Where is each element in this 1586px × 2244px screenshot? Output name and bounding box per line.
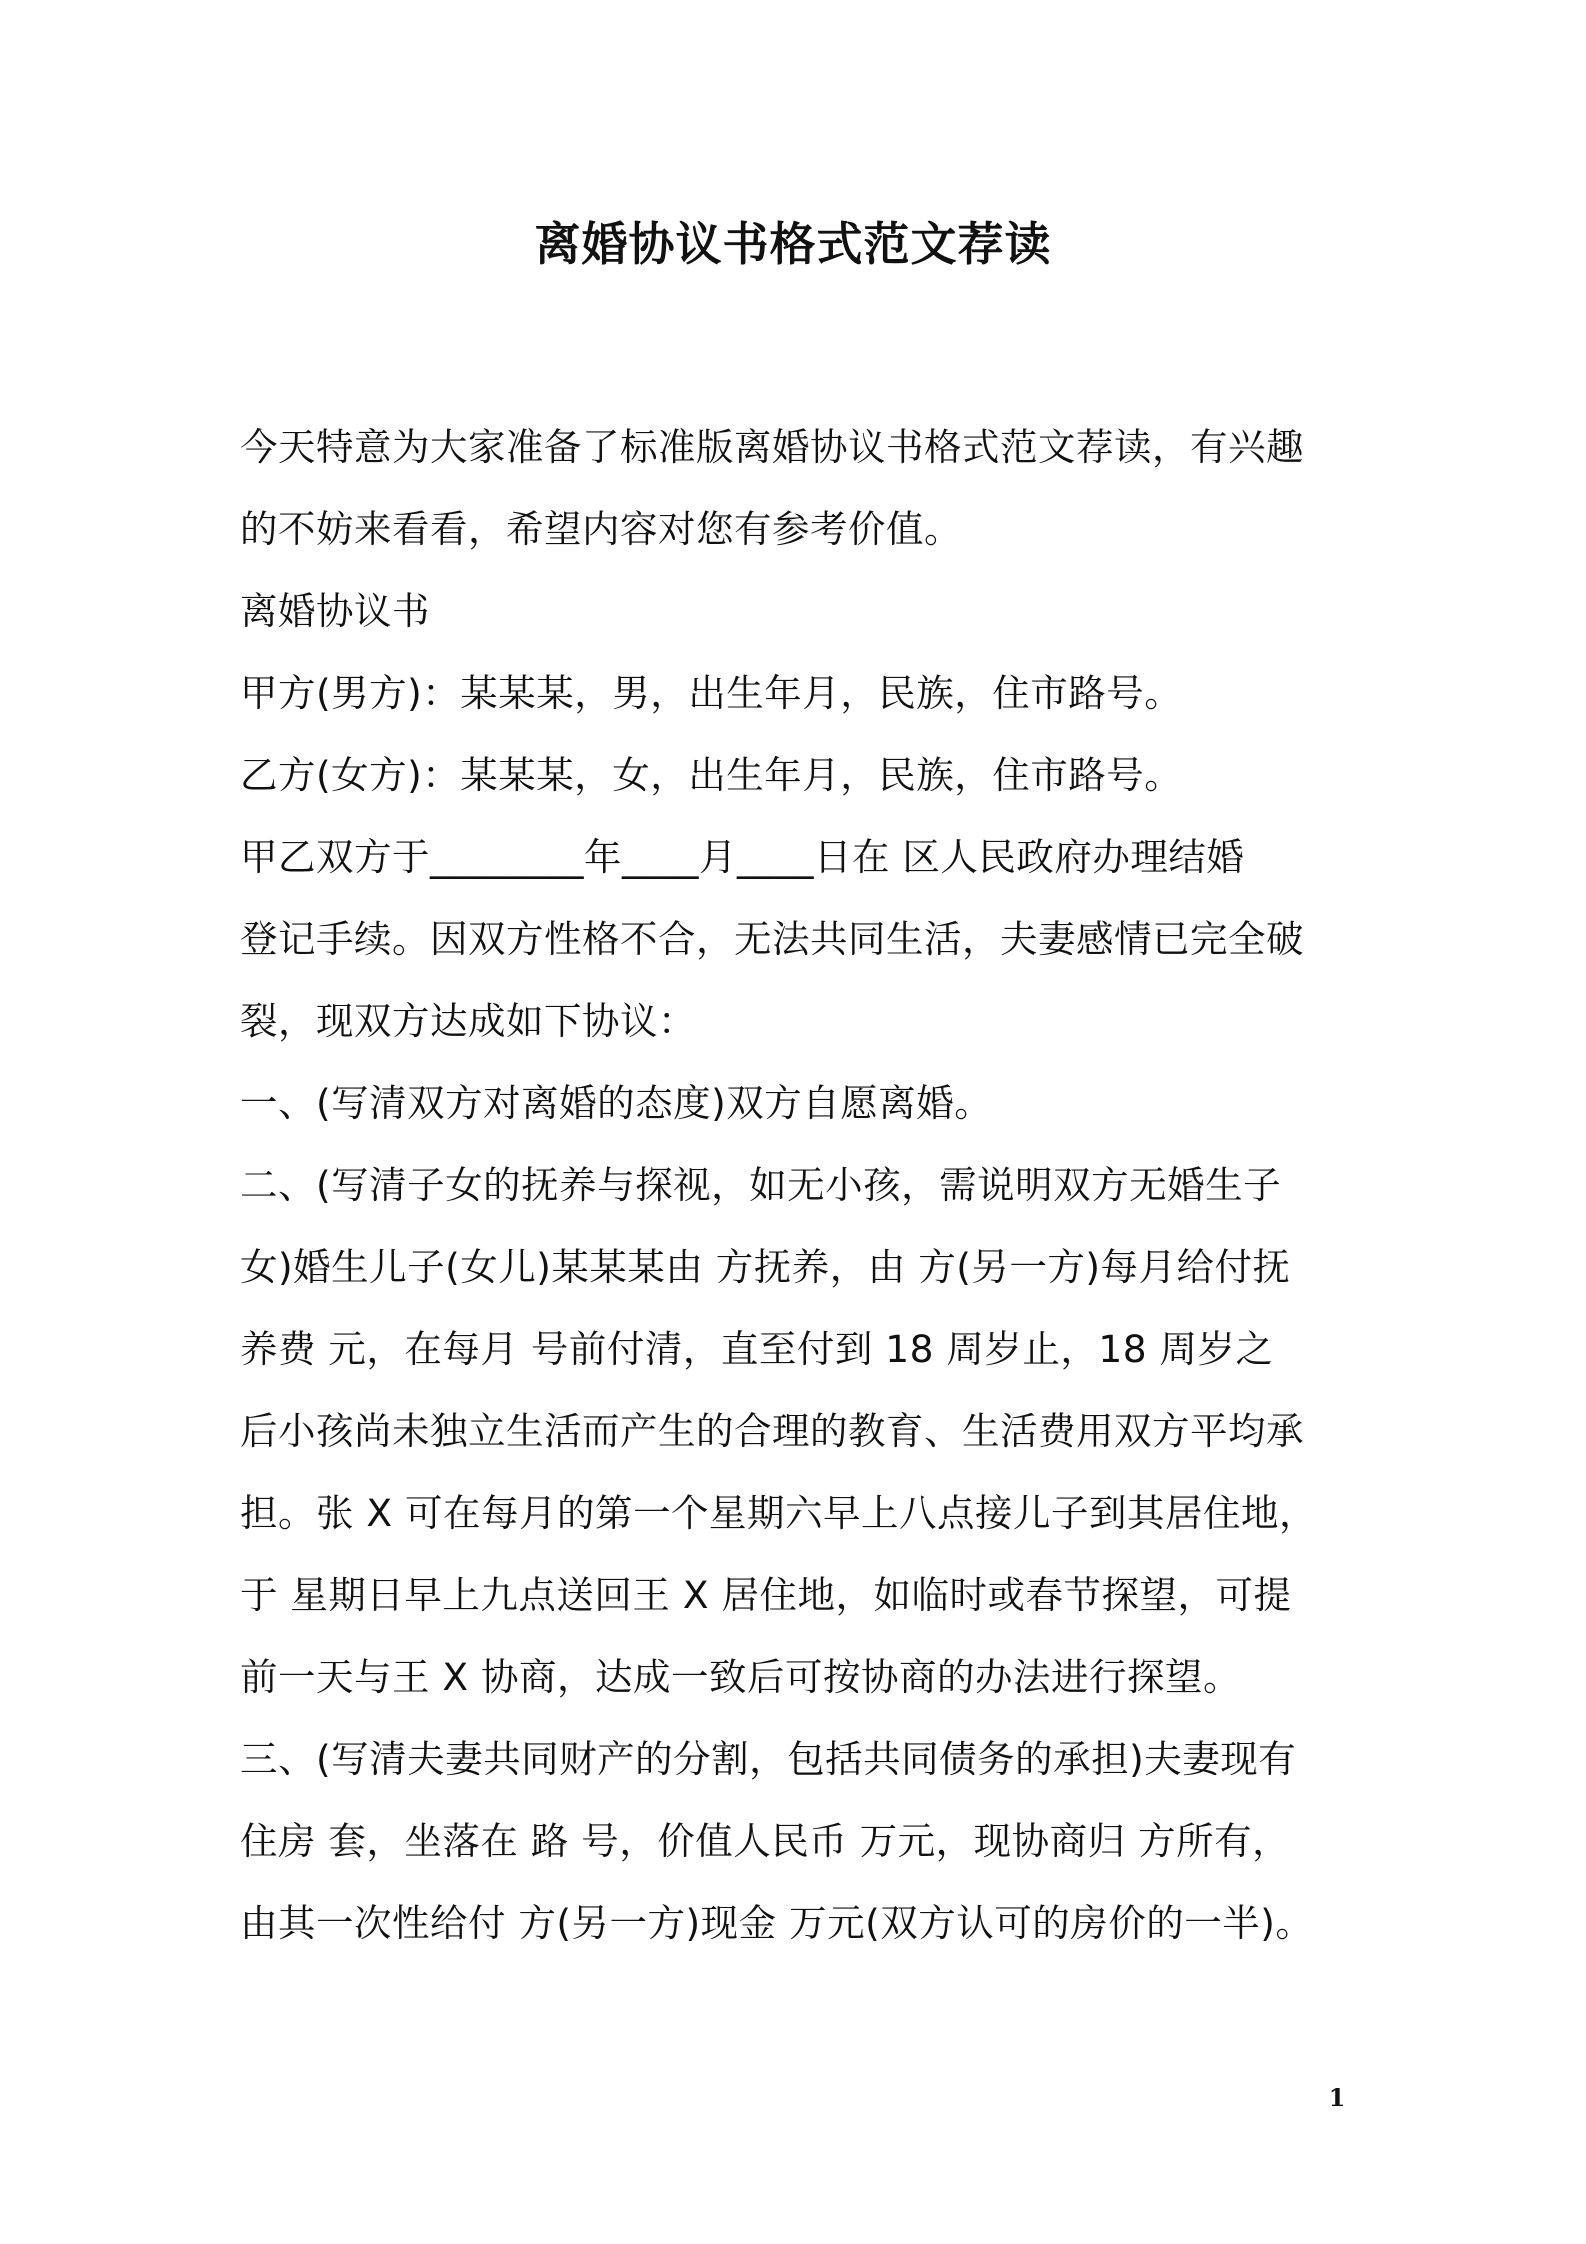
text-line: 的不妨来看看，希望内容对您有参考价值。 <box>240 507 962 551</box>
text-line: 女)婚生儿子(女儿)某某某由 方抚养，由 方(另一方)每月给付抚 <box>240 1245 1291 1289</box>
paragraph-clause-2 <box>240 1144 1360 1718</box>
text-line: 担。张 X 可在每月的第一个星期六早上八点接儿子到其居住地， <box>240 1491 1318 1535</box>
text-line: 今天特意为大家准备了标准版离婚协议书格式范文荐读，有兴趣 <box>240 425 1304 469</box>
text-line: 甲乙双方于________年____月____日在 区人民政府办理结婚 <box>240 835 1245 879</box>
text-line: 乙方(女方)：某某某，女，出生年月，民族，住市路号。 <box>240 753 1183 797</box>
text-line: 由其一次性给付 方(另一方)现金 万元(双方认可的房价的一半)。 <box>240 1901 1314 1945</box>
text-line: 前一天与王 X 协商，达成一致后可按协商的办法进行探望。 <box>240 1655 1242 1699</box>
paragraph-marriage-registration <box>240 816 1360 1062</box>
text-line: 于 星期日早上九点送回王 X 居住地，如临时或春节探望，可提 <box>240 1573 1292 1617</box>
text-line: 后小孩尚未独立生活而产生的合理的教育、生活费用双方平均承 <box>240 1409 1304 1453</box>
paragraph-intro <box>240 406 1360 570</box>
text-line: 住房 套，坐落在 路 号，价值人民币 万元，现协商归 方所有， <box>240 1819 1291 1863</box>
text-line: 二、(写清子女的抚养与探视，如无小孩，需说明双方无婚生子 <box>240 1163 1282 1207</box>
text-line: 养费 元，在每月 号前付清，直至付到 18 周岁止，18 周岁之 <box>240 1327 1274 1371</box>
paragraph-clause-3 <box>240 1718 1360 1964</box>
document-body <box>240 406 1360 1964</box>
paragraph-heading <box>240 570 1360 652</box>
document-title: 离婚协议书格式范文荐读 <box>534 217 1052 271</box>
text-line: 一、(写清双方对离婚的态度)双方自愿离婚。 <box>240 1081 993 1125</box>
text-line: 甲方(男方)：某某某，男，出生年月，民族，住市路号。 <box>240 671 1183 715</box>
text-line: 裂，现双方达成如下协议： <box>240 999 696 1043</box>
text-line: 登记手续。因双方性格不合，无法共同生活，夫妻感情已完全破 <box>240 917 1304 961</box>
text-line: 三、(写清夫妻共同财产的分割，包括共同债务的承担)夫妻现有 <box>240 1737 1297 1781</box>
paragraph-clause-1 <box>240 1062 1360 1144</box>
paragraph-party-a <box>240 652 1360 734</box>
page-number: 1 <box>1328 2083 1346 2112</box>
paragraph-party-b <box>240 734 1360 816</box>
text-line: 离婚协议书 <box>240 589 430 633</box>
